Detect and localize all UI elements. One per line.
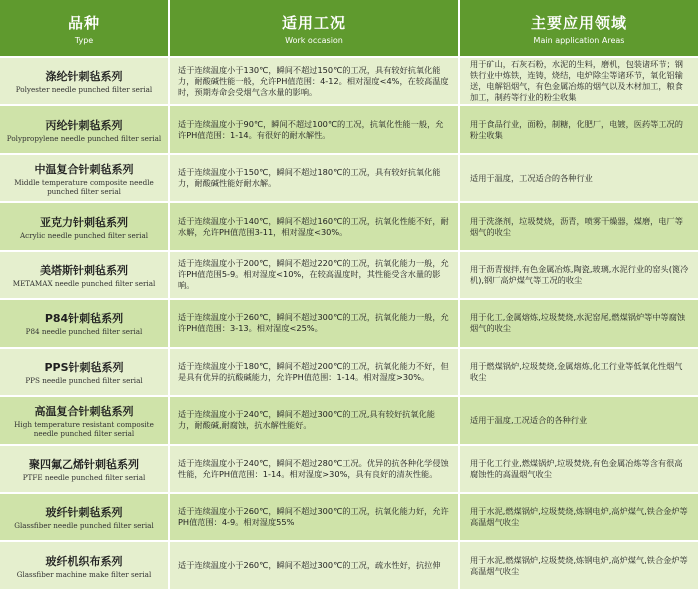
application-text: 用于沥青搅拌,有色金属冶炼,陶瓷,玻璃,水泥行业的窑头(篦冷机),钢厂高炉煤气等工况的收尘 xyxy=(460,252,700,300)
type-name-en: Polypropylene needle punched filter serial xyxy=(6,133,162,143)
application-text: 用于化工,金属熔炼,垃圾焚烧,水泥窑尾,燃煤锅炉等中等腐蚀烟气的收尘 xyxy=(460,300,700,348)
type-name-en: Middle temperature composite needle punched filter serial xyxy=(14,177,154,196)
work-occasion-text: 适于连续温度小于150℃，瞬间不超过180℃的工况，具有较好抗氧化能力，耐酸碱性能好耐水解。 xyxy=(170,155,460,203)
row-type-cell xyxy=(0,155,170,203)
type-name-zh: 丙纶针刺毡系列 xyxy=(45,118,123,132)
application-text: 用于食品行业，面粉，制糖，化肥厂，电镀，医药等工况的粉尘收集 xyxy=(460,106,700,154)
application-text: 适用于温度,工况适合的各种行业 xyxy=(460,397,700,445)
row-type-cell xyxy=(0,252,170,300)
type-name-zh: 聚四氟乙烯针刺毡系列 xyxy=(29,457,139,471)
header-type-zh: 品种 xyxy=(67,13,100,32)
work-occasion-text: 适于连续温度小于240℃，瞬间不超过300℃的工况,具有较好抗氧化能力，耐酸碱,耐腐蚀，抗水解性能好。 xyxy=(170,397,460,445)
row-type-cell xyxy=(0,300,170,348)
header-work-zh: 适用工况 xyxy=(281,13,346,32)
application-text: 用于水泥,燃煤锅炉,垃圾焚烧,炼钢电炉,高炉煤气,铁合金炉等高温烟气收尘 xyxy=(460,494,700,542)
type-name-en: Glassfiber needle punched filter serial xyxy=(14,521,154,531)
work-occasion-text: 适于连续温度小于260℃，瞬间不超过300℃的工况，疏水性好，抗拉伸 xyxy=(170,542,460,590)
header-type xyxy=(0,0,170,58)
row-type-cell xyxy=(0,349,170,397)
work-occasion-text: 适于连续温度小于180℃，瞬间不超过200℃的工况，抗氧化能力不好，但是具有优异的抗酸碱能力，允许PH值范围：1-14。相对湿度>30%。 xyxy=(170,349,460,397)
work-occasion-text: 适于连续温度小于200℃，瞬间不超过220℃的工况，抗氧化能力一般，允许PH值范围5-9。相对湿度<10%，在较高温度时，其性能受含水量的影响。 xyxy=(170,252,460,300)
type-name-en: METAMAX needle punched filter serial xyxy=(12,278,156,288)
type-name-zh: 高温复合针刺毡系列 xyxy=(34,404,134,418)
row-type-cell xyxy=(0,446,170,494)
type-name-en: Glassfiber machine make filter serial xyxy=(16,569,152,579)
application-text: 用于化工行业,燃煤锅炉,垃圾焚烧,有色金属冶炼等含有很高腐蚀性的高温烟气收尘 xyxy=(460,446,700,494)
work-occasion-text: 适于连续温度小于240℃，瞬间不超过280℃工况。优异的抗各种化学侵蚀性能，允许PH值范围：1-14。相对湿度>30%，具有良好的清灰性能。 xyxy=(170,446,460,494)
type-name-zh: 玻纤机织布系列 xyxy=(45,554,123,568)
application-text: 用于洗涤剂，垃圾焚烧，沥青，喷雾干燥器，煤磨，电厂等烟气的收尘 xyxy=(460,203,700,251)
type-name-zh: 美塔斯针刺毡系列 xyxy=(40,263,128,277)
application-text: 用于燃煤锅炉,垃圾焚烧,金属熔炼,化工行业等低氧化性烟气收尘 xyxy=(460,349,700,397)
type-name-en: Polyester needle punched filter serial xyxy=(15,85,153,95)
header-type-en: Type xyxy=(74,35,94,45)
work-occasion-text: 适于连续温度小于140℃，瞬间不超过160℃的工况，抗氧化性能不好，耐水解，允许PH值范围3-11，相对湿度<30%。 xyxy=(170,203,460,251)
work-occasion-text: 适于连续温度小于90℃，瞬间不超过100℃的工况，抗氧化性能一般，允许PH值范围：1-14。有很好的耐水解性。 xyxy=(170,106,460,154)
row-type-cell xyxy=(0,106,170,154)
header-work-en: Work occasion xyxy=(285,35,343,45)
row-type-cell xyxy=(0,397,170,445)
row-type-cell xyxy=(0,494,170,542)
type-name-en: High temperature resistant composite needle punched filter serial xyxy=(14,419,154,438)
header-app-zh: 主要应用领域 xyxy=(530,13,627,32)
type-name-en: P84 needle punched filter serial xyxy=(25,327,143,337)
type-name-zh: PPS针刺毡系列 xyxy=(44,360,124,374)
type-name-zh: 中温复合针刺毡系列 xyxy=(34,162,134,176)
application-text: 用于水泥,燃煤锅炉,垃圾焚烧,炼钢电炉,高炉煤气,铁合金炉等高温烟气收尘 xyxy=(460,542,700,590)
type-name-zh: P84针刺毡系列 xyxy=(44,312,124,326)
type-name-zh: 亚克力针刺毡系列 xyxy=(40,215,128,229)
work-occasion-text: 适于连续温度小于260℃，瞬间不超过300℃的工况，抗氧化能力一般，允许PH值范围：3-13。相对湿度<25%。 xyxy=(170,300,460,348)
header-app xyxy=(460,0,700,58)
row-type-cell xyxy=(0,542,170,590)
work-occasion-text: 适于连续温度小于260℃，瞬间不超过300℃的工况，抗氧化能力好，允许PH值范围：4-9。相对湿度55% xyxy=(170,494,460,542)
work-occasion-text: 适于连续温度小于130℃，瞬间不超过150℃的工况，具有较好抗氧化能力，耐酸碱性能一般，允许PH值范围：4-12。相对湿度<4%，在较高温度时，预期寿命会受烟气含水量的影响。 xyxy=(170,58,460,106)
application-text: 用于矿山，石灰石粉，水泥的生料，磨机，包装诸环节；钢铁行业中炼铁，连铸，烧结，电炉除尘等诸环节，氧化铝输送，电解铝烟气，有色金属冶炼的烟气以及木材加工，粮食加工，制药等行业的粉尘收集 xyxy=(460,58,700,106)
type-name-en: PTFE needle punched filter serial xyxy=(22,472,146,482)
type-name-zh: 玻纤针刺毡系列 xyxy=(45,506,123,520)
header-work xyxy=(170,0,460,58)
header-app-en: Main application Areas xyxy=(533,35,625,45)
row-type-cell xyxy=(0,58,170,106)
application-text: 适用于温度，工况适合的各种行业 xyxy=(460,155,700,203)
row-type-cell xyxy=(0,203,170,251)
type-name-en: PPS needle punched filter serial xyxy=(25,375,143,385)
type-name-zh: 涤纶针刺毡系列 xyxy=(45,70,123,84)
type-name-en: Acrylic needle punched filter serial xyxy=(19,230,149,240)
